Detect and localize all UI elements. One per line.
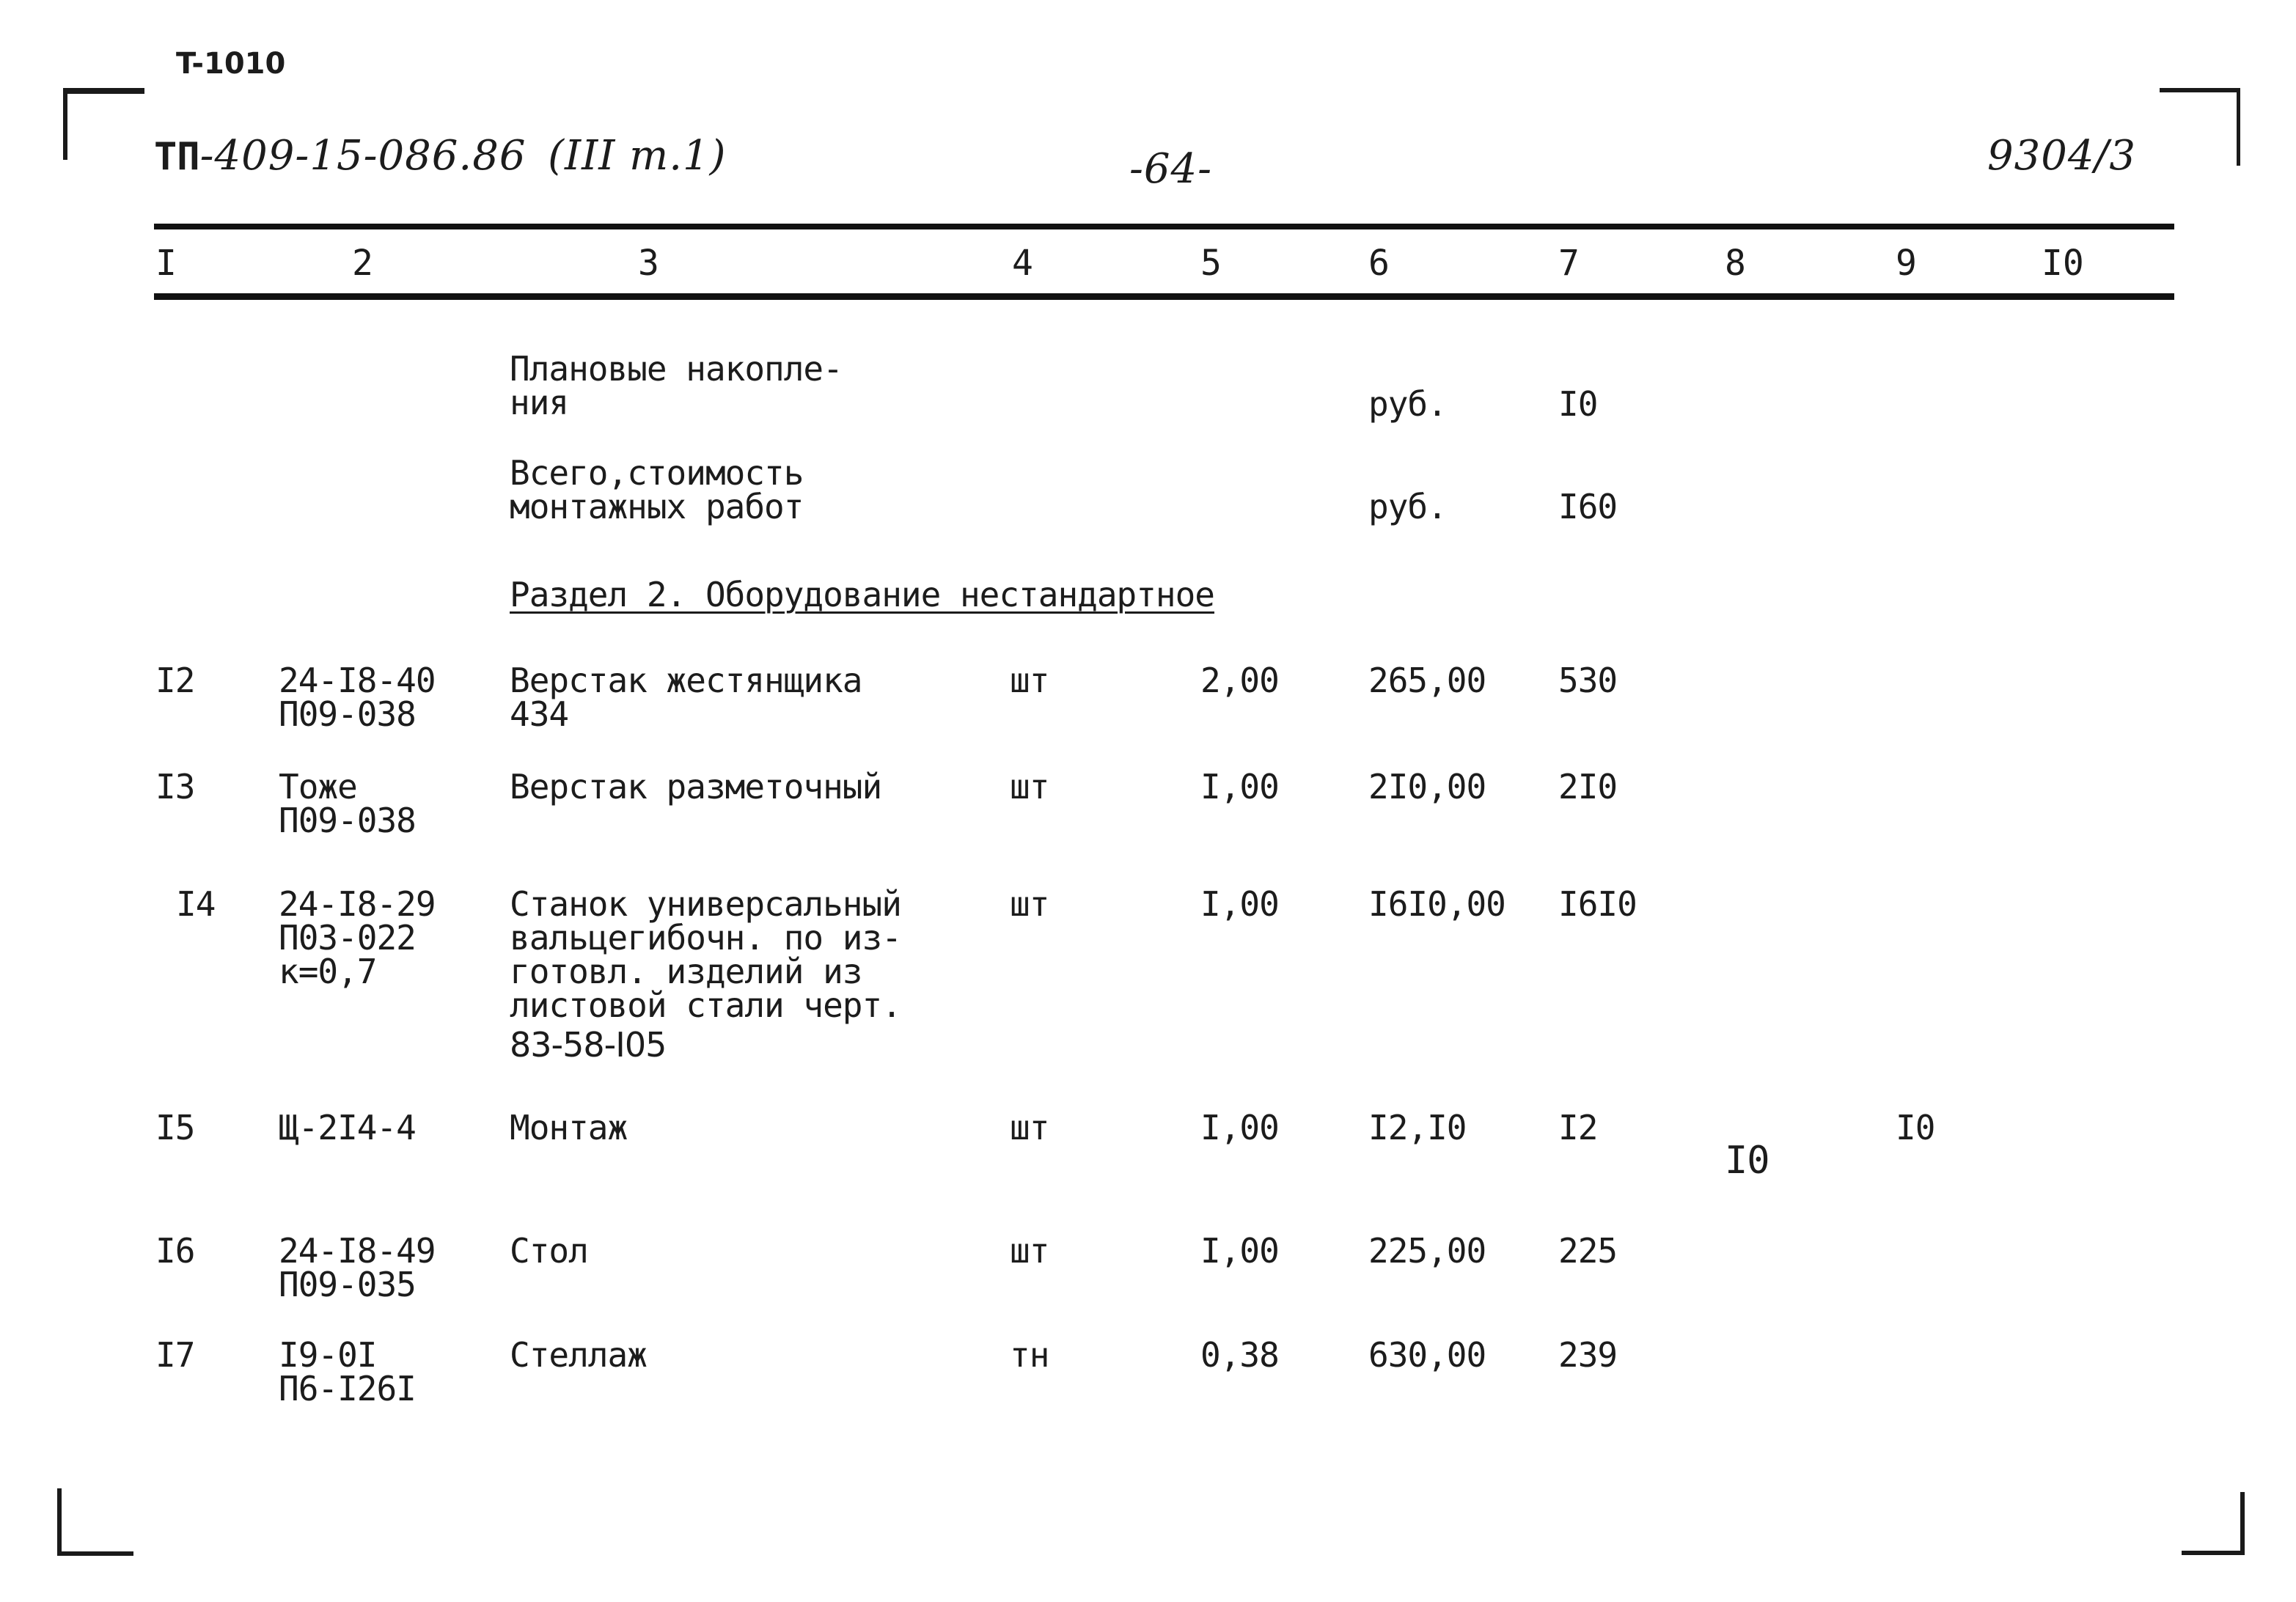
item-unit: шт: [1010, 767, 1049, 806]
item-price: I6I0,00: [1368, 884, 1505, 924]
item-number: I6: [155, 1231, 195, 1271]
column-number: 6: [1368, 243, 1390, 284]
item-price: 630,00: [1368, 1335, 1486, 1375]
item-number: I7: [155, 1335, 195, 1375]
item-unit: шт: [1010, 661, 1049, 700]
item-number: I5: [155, 1108, 195, 1147]
doc-prefix: ТП: [154, 135, 200, 179]
column-number: 2: [352, 243, 373, 284]
item-number: I3: [155, 767, 195, 806]
item-quantity: 2,00: [1200, 661, 1279, 700]
item-code: Тоже П09-038: [279, 767, 416, 840]
item-name: Стол: [510, 1231, 588, 1271]
item-col9: I0: [1896, 1108, 1935, 1147]
table-header-rule: [154, 293, 2174, 300]
item-name: Стеллаж: [510, 1335, 647, 1375]
item-code: I9-0I П6-I26I: [279, 1335, 416, 1408]
item-price: 225,00: [1368, 1231, 1486, 1271]
item-quantity: 0,38: [1200, 1335, 1279, 1375]
doc-number: -409-15-086.86: [199, 132, 527, 180]
column-number: 5: [1200, 243, 1222, 284]
item-price: 265,00: [1368, 661, 1486, 700]
frame-corner-top-right: [2160, 88, 2240, 166]
column-number: I0: [2042, 243, 2084, 284]
item-col8: I0: [1725, 1139, 1769, 1183]
item-quantity: I,00: [1200, 767, 1279, 806]
item-unit: шт: [1010, 1231, 1049, 1271]
item-total: 2I0: [1558, 767, 1618, 806]
frame-corner-bottom-left: [57, 1488, 133, 1556]
item-name: Монтаж: [510, 1108, 628, 1147]
item-quantity: I,00: [1200, 884, 1279, 924]
item-total: 225: [1558, 1231, 1618, 1271]
table-top-rule: [154, 224, 2174, 229]
item-total: I6I0: [1558, 884, 1637, 924]
item-quantity: I,00: [1200, 1231, 1279, 1271]
item-quantity: I,00: [1200, 1108, 1279, 1147]
page-number: -64-: [1129, 145, 1213, 193]
item-unit: шт: [1010, 884, 1049, 924]
item-name: Верстак разметочный: [510, 767, 882, 806]
item-total: I0: [1558, 384, 1598, 424]
album-number: 9304/3: [1987, 132, 2137, 180]
item-name: Всего,стоимость монтажных работ: [510, 453, 804, 526]
item-code: 24-I8-29 П03-022 к=0,7: [279, 884, 436, 991]
item-name: Станок универсальный вальцегибочн. по из- готовл. изделий из листовой стали черт. 83-58-I05: [510, 884, 901, 1065]
item-total: I60: [1558, 487, 1618, 526]
column-number: 4: [1012, 243, 1033, 284]
frame-corner-bottom-right: [2182, 1492, 2245, 1555]
column-number: I: [155, 243, 177, 284]
item-name: Плановые накопле- ния: [510, 349, 843, 422]
item-unit: руб.: [1368, 384, 1447, 424]
column-number: 9: [1896, 243, 1917, 284]
archive-code: T-1010: [176, 47, 286, 81]
item-code: 24-I8-40 П09-038: [279, 661, 436, 734]
item-total: I2: [1558, 1108, 1598, 1147]
item-code: 24-I8-49 П09-035: [279, 1231, 436, 1304]
item-number: I2: [155, 661, 195, 700]
frame-corner-top-left: [63, 88, 144, 160]
item-total: 530: [1558, 661, 1618, 700]
item-number: I4: [176, 884, 216, 924]
item-unit: руб.: [1368, 487, 1447, 526]
column-number: 7: [1558, 243, 1580, 284]
column-number: 8: [1725, 243, 1746, 284]
document-header: [154, 132, 727, 180]
section-title: Раздел 2. Оборудование нестандартное: [510, 575, 1214, 614]
column-number: 3: [638, 243, 659, 284]
item-code: Щ-2I4-4: [279, 1108, 416, 1147]
item-unit: шт: [1010, 1108, 1049, 1147]
item-price: 2I0,00: [1368, 767, 1486, 806]
doc-volume: (III т.1): [548, 132, 727, 180]
item-price: I2,I0: [1368, 1108, 1467, 1147]
item-name: Верстак жестянщика 434: [510, 661, 862, 734]
item-unit: тн: [1010, 1335, 1049, 1375]
item-total: 239: [1558, 1335, 1618, 1375]
